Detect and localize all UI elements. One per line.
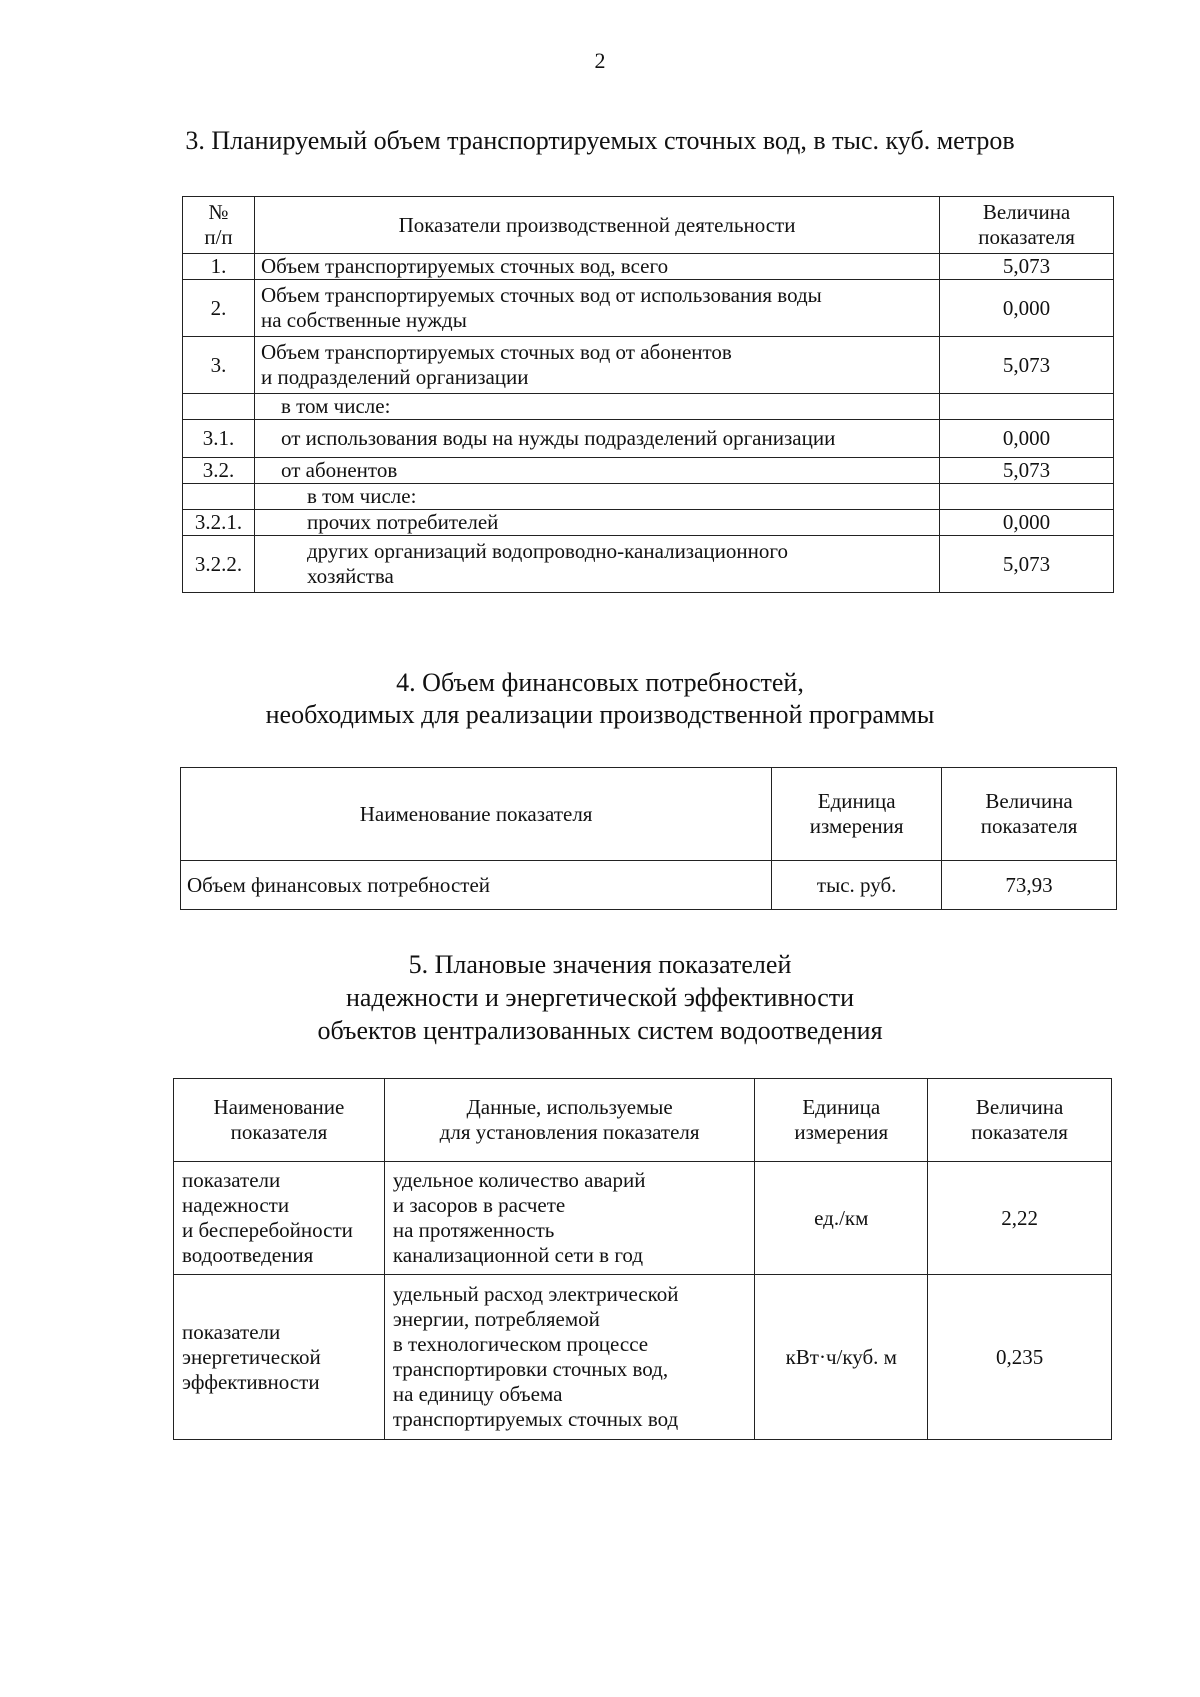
row-name: от абонентов — [254, 458, 939, 484]
table-row — [174, 1275, 1112, 1440]
row-num: 3.1. — [183, 420, 255, 458]
table-header-row — [181, 768, 1117, 861]
row-name: прочих потребителей — [254, 510, 939, 536]
header-value: Величина показателя — [928, 1079, 1112, 1162]
row-name: в том числе: — [254, 484, 939, 510]
section3-table — [182, 196, 1114, 593]
table-row — [181, 861, 1117, 910]
section4-title-line1: 4. Объем финансовых потребностей, — [396, 668, 804, 697]
header-name: Наименование показателя — [174, 1079, 385, 1162]
table-row — [183, 510, 1114, 536]
row-num: 3.2. — [183, 458, 255, 484]
table-row — [183, 420, 1114, 458]
row-data: удельное количество аварий и засоров в расчете на протяженность канализационной сети в год — [384, 1162, 754, 1275]
page-number: 2 — [594, 48, 606, 73]
section4-table — [180, 767, 1117, 910]
row-num — [183, 484, 255, 510]
row-num — [183, 394, 255, 420]
row-value — [940, 484, 1114, 510]
row-value: 0,000 — [940, 280, 1114, 337]
header-unit: Единица измерения — [755, 1079, 928, 1162]
row-value: 0,000 — [940, 510, 1114, 536]
header-num: № п/п — [183, 197, 255, 254]
row-num: 2. — [183, 280, 255, 337]
table-row — [174, 1162, 1112, 1275]
row-name: от использования воды на нужды подразделений организации — [254, 420, 939, 458]
header-data: Данные, используемые для установления показателя — [384, 1079, 754, 1162]
section5-title-line1: 5. Плановые значения показателей — [408, 950, 792, 979]
row-num: 3.2.1. — [183, 510, 255, 536]
row-num: 3. — [183, 337, 255, 394]
table-row — [183, 394, 1114, 420]
row-name: Объем транспортируемых сточных вод от абонентов и подразделений организации — [254, 337, 939, 394]
table-row — [183, 337, 1114, 394]
row-name: других организаций водопроводно-канализационного хозяйства — [254, 536, 939, 593]
row-value: 2,22 — [928, 1162, 1112, 1275]
row-name: Объем финансовых потребностей — [181, 861, 772, 910]
row-value: 5,073 — [940, 458, 1114, 484]
row-name: Объем транспортируемых сточных вод от использования воды на собственные нужды — [254, 280, 939, 337]
header-value: Величина показателя — [940, 197, 1114, 254]
section4-title-line2: необходимых для реализации производственной программы — [265, 700, 935, 729]
section5-title-line2: надежности и энергетической эффективности — [345, 983, 855, 1012]
row-unit: ед./км — [755, 1162, 928, 1275]
row-value: 0,000 — [940, 420, 1114, 458]
row-num: 3.2.2. — [183, 536, 255, 593]
section3-title: 3. Планируемый объем транспортируемых сточных вод, в тыс. куб. метров — [185, 126, 1015, 155]
row-name: Объем транспортируемых сточных вод, всего — [254, 254, 939, 280]
row-value — [940, 394, 1114, 420]
section5-title-line3: объектов централизованных систем водоотведения — [317, 1016, 883, 1045]
row-value: 5,073 — [940, 254, 1114, 280]
table-row — [183, 458, 1114, 484]
row-value: 5,073 — [940, 337, 1114, 394]
table-row — [183, 536, 1114, 593]
header-name: Наименование показателя — [181, 768, 772, 861]
row-unit: кВт·ч/куб. м — [755, 1275, 928, 1440]
header-value: Величина показателя — [942, 768, 1117, 861]
section5-table — [173, 1078, 1112, 1440]
table-row — [183, 280, 1114, 337]
header-unit: Единица измерения — [772, 768, 942, 861]
row-name: показатели энергетической эффективности — [174, 1275, 385, 1440]
row-name: в том числе: — [254, 394, 939, 420]
header-name: Показатели производственной деятельности — [254, 197, 939, 254]
row-value: 5,073 — [940, 536, 1114, 593]
row-name: показатели надежности и бесперебойности водоотведения — [174, 1162, 385, 1275]
row-value: 0,235 — [928, 1275, 1112, 1440]
table-row — [183, 484, 1114, 510]
row-data: удельный расход электрической энергии, потребляемой в технологическом процессе транспортировки сточных вод, на единицу объема транспортируемых сточных вод — [384, 1275, 754, 1440]
row-num: 1. — [183, 254, 255, 280]
row-unit: тыс. руб. — [772, 861, 942, 910]
row-value: 73,93 — [942, 861, 1117, 910]
table-row — [183, 254, 1114, 280]
table-header-row — [174, 1079, 1112, 1162]
table-header-row — [183, 197, 1114, 254]
